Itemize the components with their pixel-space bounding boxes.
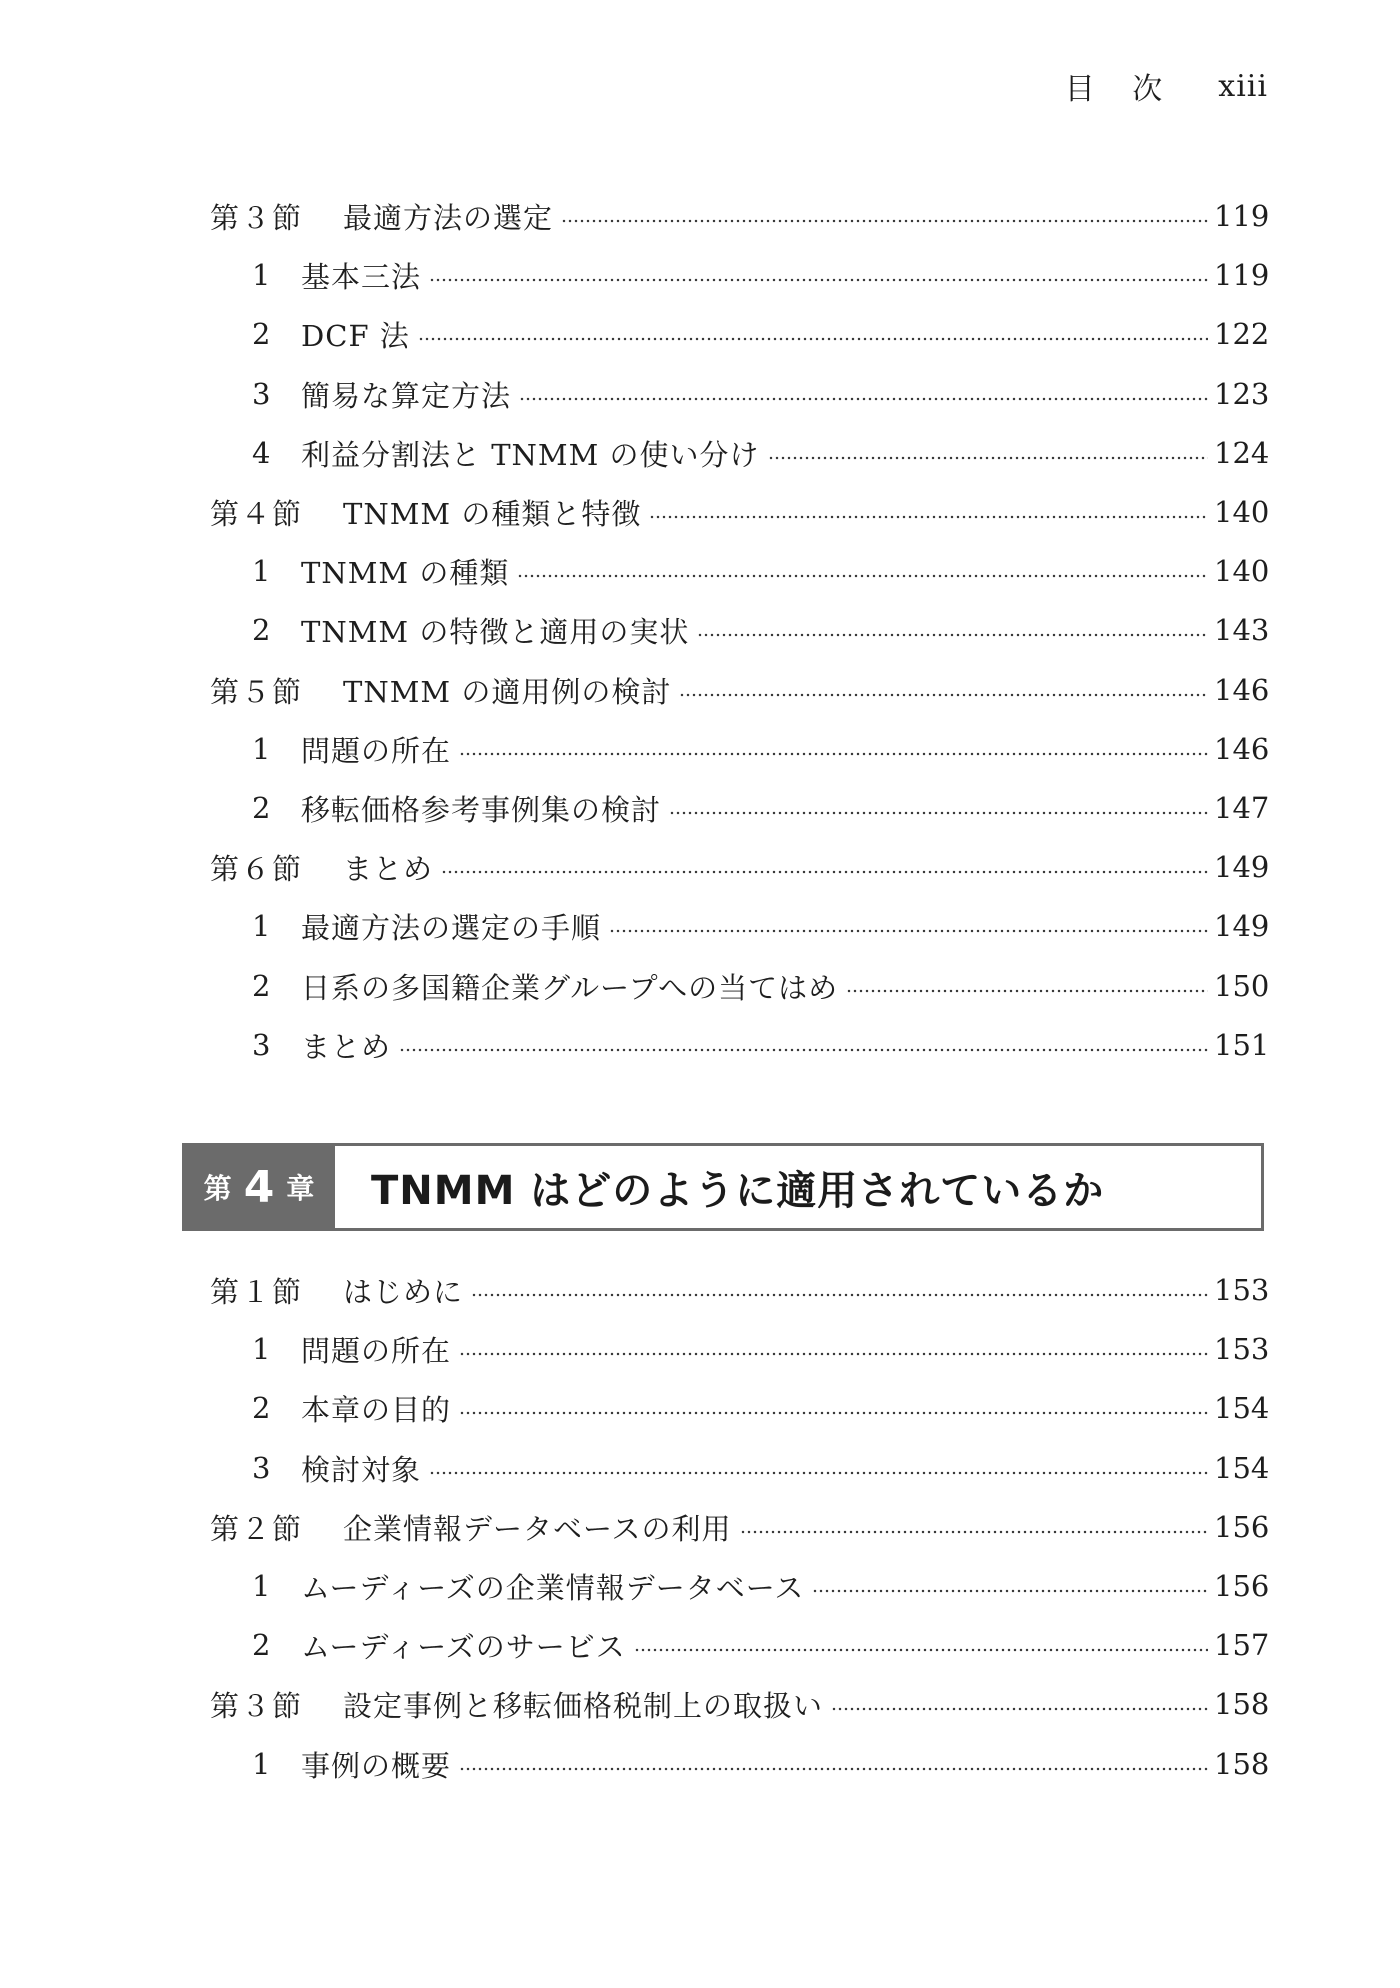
toc-item-entry[interactable] bbox=[252, 370, 1270, 418]
chapter-title: TNMM はどのように適用されているか bbox=[371, 1167, 1105, 1214]
toc-entry-number: 第６節 bbox=[210, 851, 304, 886]
toc-entry-page-number: 153 bbox=[1214, 1332, 1270, 1366]
toc-entry-page-number: 123 bbox=[1214, 377, 1270, 411]
toc-entry-page-number: 150 bbox=[1214, 969, 1270, 1003]
toc-entry-title: TNMM の種類 bbox=[301, 555, 510, 590]
toc-entry-number: 1 bbox=[252, 732, 271, 766]
toc-entry-number: 第４節 bbox=[210, 496, 304, 531]
toc-entry-page-number: 151 bbox=[1214, 1028, 1270, 1062]
toc-entry-page-number: 146 bbox=[1214, 732, 1270, 766]
dot-leader bbox=[768, 456, 1208, 460]
toc-item-entry[interactable] bbox=[252, 1384, 1270, 1432]
toc-entry-number: 2 bbox=[252, 1628, 271, 1662]
toc-entry-page-number: 122 bbox=[1214, 317, 1270, 351]
toc-entry-title: 検討対象 bbox=[301, 1452, 422, 1487]
dot-leader bbox=[846, 989, 1208, 993]
dot-leader bbox=[519, 397, 1208, 401]
toc-entry-number: 2 bbox=[252, 613, 271, 647]
toc-item-entry[interactable] bbox=[252, 606, 1270, 654]
toc-entry-title: ムーディーズの企業情報データベース bbox=[301, 1570, 805, 1605]
toc-entry-number: 1 bbox=[252, 1747, 271, 1781]
toc-section-entry[interactable] bbox=[210, 488, 1270, 536]
toc-entry-page-number: 156 bbox=[1214, 1510, 1270, 1544]
toc-entry-number: 第１節 bbox=[210, 1274, 304, 1309]
toc-item-entry[interactable] bbox=[252, 1740, 1270, 1788]
toc-entry-number: 3 bbox=[252, 377, 271, 411]
toc-entry-page-number: 154 bbox=[1214, 1451, 1270, 1485]
chapter-label-prefix: 第 bbox=[203, 1172, 234, 1205]
dot-leader bbox=[697, 633, 1208, 637]
toc-entry-number: 2 bbox=[252, 969, 271, 1003]
dot-leader bbox=[471, 1293, 1208, 1297]
toc-entry-number: 1 bbox=[252, 1332, 271, 1366]
toc-entry-page-number: 149 bbox=[1214, 850, 1270, 884]
chapter-label-suffix: 章 bbox=[286, 1172, 317, 1205]
toc-entry-number: 3 bbox=[252, 1028, 271, 1062]
toc-entry-number: 2 bbox=[252, 317, 271, 351]
toc-entry-page-number: 146 bbox=[1214, 673, 1270, 707]
toc-item-entry[interactable] bbox=[252, 784, 1270, 832]
toc-entry-title: 移転価格参考事例集の検討 bbox=[301, 792, 662, 827]
toc-item-entry[interactable] bbox=[252, 429, 1270, 477]
toc-entry-title: まとめ bbox=[301, 1029, 392, 1064]
dot-leader bbox=[669, 811, 1208, 815]
dot-leader bbox=[459, 1767, 1208, 1771]
toc-entry-page-number: 156 bbox=[1214, 1569, 1270, 1603]
toc-entry-page-number: 158 bbox=[1214, 1747, 1270, 1781]
toc-entry-page-number: 143 bbox=[1214, 613, 1270, 647]
dot-leader bbox=[561, 219, 1208, 223]
dot-leader bbox=[812, 1589, 1208, 1593]
toc-item-entry[interactable] bbox=[252, 902, 1270, 950]
toc-entry-title: ムーディーズのサービス bbox=[301, 1629, 626, 1664]
toc-entry-number: 1 bbox=[252, 909, 271, 943]
dot-leader bbox=[429, 1471, 1208, 1475]
toc-entry-number: 第５節 bbox=[210, 674, 304, 709]
toc-section-entry[interactable] bbox=[210, 1680, 1270, 1728]
dot-leader bbox=[609, 929, 1208, 933]
dot-leader bbox=[441, 870, 1208, 874]
toc-entry-page-number: 119 bbox=[1214, 258, 1270, 292]
dot-leader bbox=[634, 1648, 1208, 1652]
toc-entry-title: 事例の概要 bbox=[301, 1748, 452, 1783]
toc-item-entry[interactable] bbox=[252, 547, 1270, 595]
chapter-number: 4 bbox=[243, 1161, 277, 1213]
toc-item-entry[interactable] bbox=[252, 1562, 1270, 1610]
toc-entry-title: 企業情報データベースの利用 bbox=[343, 1511, 732, 1546]
toc-item-entry[interactable] bbox=[252, 1621, 1270, 1669]
toc-entry-title: 最適方法の選定の手順 bbox=[301, 910, 602, 945]
toc-entry-title: 日系の多国籍企業グループへの当てはめ bbox=[301, 970, 839, 1005]
toc-entry-title: TNMM の種類と特徴 bbox=[343, 496, 642, 531]
toc-section-entry[interactable] bbox=[210, 666, 1270, 714]
dot-leader bbox=[418, 337, 1208, 341]
toc-entry-title: TNMM の適用例の検討 bbox=[343, 674, 672, 709]
toc-item-entry[interactable] bbox=[252, 1444, 1270, 1492]
dot-leader bbox=[679, 693, 1208, 697]
toc-entry-title: 本章の目的 bbox=[301, 1392, 452, 1427]
toc-entry-page-number: 149 bbox=[1214, 909, 1270, 943]
toc-entry-title: 問題の所在 bbox=[301, 1333, 452, 1368]
toc-entry-page-number: 158 bbox=[1214, 1687, 1270, 1721]
toc-entry-title: 基本三法 bbox=[301, 259, 422, 294]
dot-leader bbox=[649, 515, 1208, 519]
toc-entry-title: 問題の所在 bbox=[301, 733, 452, 768]
toc-item-entry[interactable] bbox=[252, 962, 1270, 1010]
toc-item-entry[interactable] bbox=[252, 725, 1270, 773]
toc-item-entry[interactable] bbox=[252, 1021, 1270, 1069]
running-head-page-number: xiii bbox=[1218, 68, 1268, 104]
dot-leader bbox=[429, 278, 1208, 282]
toc-entry-title: はじめに bbox=[343, 1274, 464, 1309]
toc-entry-title: 簡易な算定方法 bbox=[301, 378, 512, 413]
toc-entry-page-number: 119 bbox=[1214, 199, 1270, 233]
toc-section-entry[interactable] bbox=[210, 1503, 1270, 1551]
toc-entry-number: 第３節 bbox=[210, 200, 304, 235]
dot-leader bbox=[740, 1530, 1208, 1534]
toc-entry-page-number: 154 bbox=[1214, 1391, 1270, 1425]
toc-entry-number: 1 bbox=[252, 1569, 271, 1603]
toc-entry-number: 第２節 bbox=[210, 1511, 304, 1546]
toc-item-entry[interactable] bbox=[252, 1325, 1270, 1373]
toc-entry-number: 第３節 bbox=[210, 1688, 304, 1723]
toc-entry-title: 設定事例と移転価格税制上の取扱い bbox=[343, 1688, 824, 1723]
toc-entry-title: まとめ bbox=[343, 851, 434, 886]
toc-entry-page-number: 153 bbox=[1214, 1273, 1270, 1307]
chapter-label bbox=[185, 1146, 335, 1228]
running-head-title: 目 次 bbox=[1064, 72, 1177, 107]
dot-leader bbox=[459, 1352, 1208, 1356]
toc-entry-number: 3 bbox=[252, 1451, 271, 1485]
toc-entry-title: TNMM の特徴と適用の実状 bbox=[301, 614, 690, 649]
toc-section-entry[interactable] bbox=[210, 192, 1270, 240]
running-head bbox=[1065, 62, 1268, 110]
toc-item-entry[interactable] bbox=[252, 310, 1270, 358]
toc-entry-page-number: 124 bbox=[1214, 436, 1270, 470]
toc-item-entry[interactable] bbox=[252, 251, 1270, 299]
dot-leader bbox=[831, 1707, 1208, 1711]
toc-entry-number: 4 bbox=[252, 436, 271, 470]
dot-leader bbox=[399, 1048, 1208, 1052]
toc-section-entry[interactable] bbox=[210, 1266, 1270, 1314]
toc-entry-number: 1 bbox=[252, 554, 271, 588]
toc-section-entry[interactable] bbox=[210, 843, 1270, 891]
dot-leader bbox=[517, 574, 1208, 578]
toc-entry-page-number: 157 bbox=[1214, 1628, 1270, 1662]
toc-entry-title: DCF 法 bbox=[301, 318, 410, 353]
dot-leader bbox=[459, 752, 1208, 756]
toc-entry-page-number: 147 bbox=[1214, 791, 1270, 825]
toc-entry-title: 最適方法の選定 bbox=[343, 200, 554, 235]
toc-entry-number: 2 bbox=[252, 1391, 271, 1425]
toc-entry-number: 1 bbox=[252, 258, 271, 292]
toc-entry-number: 2 bbox=[252, 791, 271, 825]
toc-entry-title: 利益分割法と TNMM の使い分け bbox=[301, 437, 760, 472]
chapter-banner bbox=[182, 1143, 1264, 1231]
toc-entry-page-number: 140 bbox=[1214, 495, 1270, 529]
toc-entry-page-number: 140 bbox=[1214, 554, 1270, 588]
dot-leader bbox=[459, 1411, 1208, 1415]
